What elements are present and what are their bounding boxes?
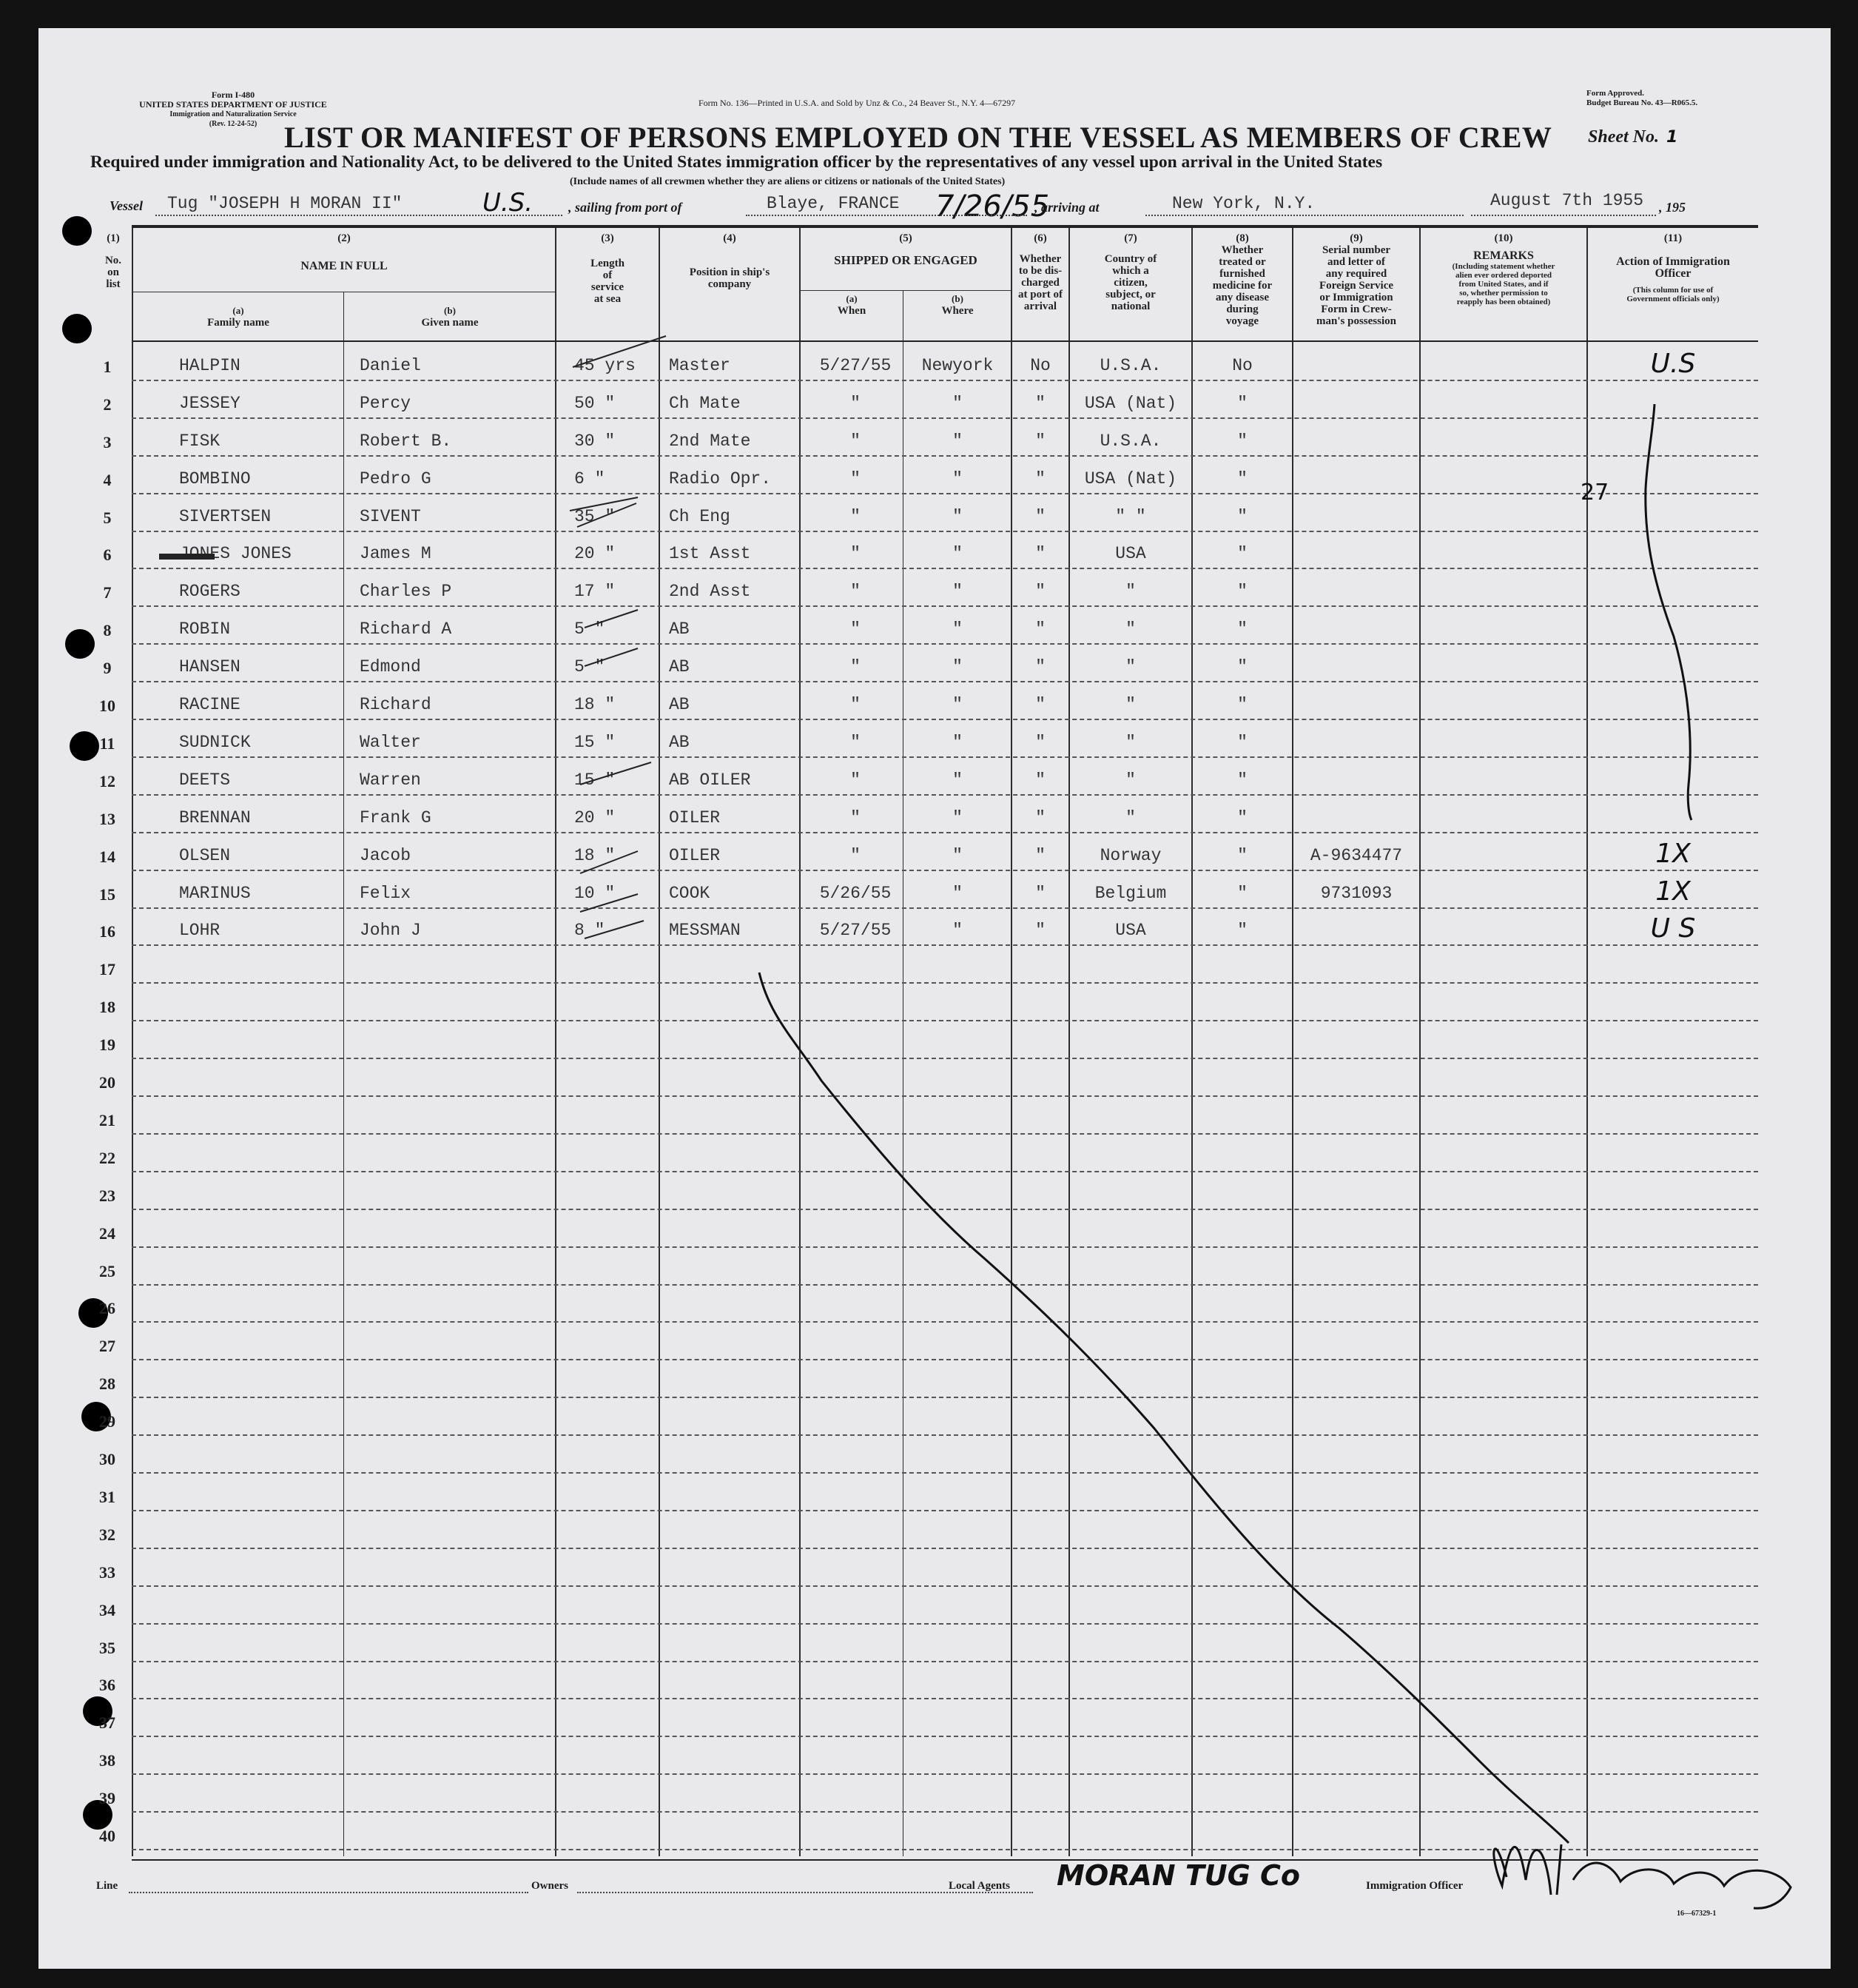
col-position-header: (4) Position in ship's company bbox=[689, 232, 770, 290]
family-name-cell: HALPIN bbox=[179, 355, 240, 375]
given-name-cell: Edmond bbox=[360, 657, 421, 677]
country-cell: USA bbox=[1115, 921, 1146, 941]
country-cell: U.S.A. bbox=[1100, 355, 1162, 375]
medicine-cell: " bbox=[1237, 506, 1248, 526]
given-name-cell: Felix bbox=[360, 883, 411, 903]
page-title: LIST OR MANIFEST OF PERSONS EMPLOYED ON THE VESSEL AS MEMBERS OF CREW bbox=[284, 121, 1552, 154]
row-number: 40 bbox=[99, 1827, 115, 1845]
position-cell: 2nd Asst bbox=[669, 582, 751, 602]
row-number: 3 bbox=[103, 432, 112, 451]
col-when-header: (a) When bbox=[837, 293, 866, 317]
col-action-header: (11) Action of Immigration Officer (This column for use of Government officials only) bbox=[1616, 232, 1730, 303]
col-discharged-header: (6) Whether to be dis- charged at port of arrival bbox=[1018, 232, 1063, 312]
family-name-cell: OLSEN bbox=[179, 845, 231, 865]
discharged-cell: " bbox=[1035, 506, 1046, 526]
service-length-cell: 10 " bbox=[574, 883, 616, 903]
position-cell: AB bbox=[669, 732, 690, 752]
service-length-cell: 15 " bbox=[574, 770, 616, 790]
family-name-cell: DEETS bbox=[179, 770, 231, 790]
discharged-cell: " bbox=[1035, 619, 1046, 639]
shipped-when-cell: " bbox=[850, 469, 861, 488]
given-name-cell: SIVENT bbox=[360, 506, 421, 526]
given-name-cell: Jacob bbox=[360, 845, 411, 865]
row-number: 37 bbox=[99, 1713, 115, 1733]
row-number: 26 bbox=[99, 1299, 115, 1318]
shipped-where-cell: " bbox=[952, 695, 963, 714]
row-number: 7 bbox=[103, 583, 112, 602]
country-cell: Norway bbox=[1100, 845, 1162, 865]
country-cell: " bbox=[1125, 695, 1136, 714]
service-length-cell: 5 " bbox=[574, 619, 605, 639]
row-number: 33 bbox=[99, 1562, 115, 1582]
shipped-where-cell: Newyork bbox=[921, 355, 994, 375]
col-country-header: (7) Country of which a citizen, subject, or national bbox=[1104, 232, 1157, 312]
col-given-header: (b) Given name bbox=[421, 305, 479, 329]
row-number: 18 bbox=[99, 998, 115, 1017]
officer-action-cell: U S bbox=[1650, 913, 1696, 944]
medicine-cell: " bbox=[1237, 845, 1248, 865]
family-name-cell: LOHR bbox=[179, 921, 221, 941]
shipped-where-cell: " bbox=[952, 807, 963, 827]
family-name-cell: BRENNAN bbox=[179, 807, 251, 827]
given-name-cell: Percy bbox=[360, 393, 411, 413]
position-cell: AB bbox=[669, 695, 690, 714]
col-number-header: (1) No. on list bbox=[104, 232, 122, 290]
position-cell: Master bbox=[669, 355, 730, 375]
medicine-cell: " bbox=[1237, 921, 1248, 941]
discharged-cell: No bbox=[1030, 355, 1051, 375]
discharged-cell: " bbox=[1035, 469, 1046, 488]
serial-cell: 9731093 bbox=[1320, 883, 1393, 903]
include-note: (Include names of all crewmen whether they are aliens or citizens or nationals of the United States) bbox=[570, 176, 1006, 187]
row-number: 14 bbox=[99, 847, 115, 866]
row-number: 17 bbox=[99, 960, 115, 979]
service-length-cell: 18 " bbox=[574, 845, 616, 865]
country-cell: " " bbox=[1115, 506, 1146, 526]
country-cell: " bbox=[1125, 619, 1136, 639]
row-number: 27 bbox=[99, 1337, 115, 1356]
row-number: 10 bbox=[99, 696, 115, 715]
officer-label: Immigration Officer bbox=[1366, 1880, 1464, 1892]
row-number: 15 bbox=[99, 884, 115, 904]
given-name-cell: Richard A bbox=[360, 619, 452, 639]
given-name-cell: Daniel bbox=[360, 355, 421, 375]
family-name-cell: RACINE bbox=[179, 695, 240, 714]
col-medicine-header: (8) Whether treated or furnished medicine for any disease during voyage bbox=[1212, 232, 1273, 327]
row-number: 24 bbox=[99, 1223, 115, 1243]
row-number: 5 bbox=[103, 508, 112, 527]
row-number: 13 bbox=[99, 809, 115, 828]
medicine-cell: " bbox=[1237, 807, 1248, 827]
country-cell: " bbox=[1125, 807, 1136, 827]
shipped-when-cell: " bbox=[850, 845, 861, 865]
shipped-when-cell: " bbox=[850, 393, 861, 413]
shipped-where-cell: " bbox=[952, 431, 963, 451]
given-name-cell: Warren bbox=[360, 770, 421, 790]
line-label: Line bbox=[96, 1880, 118, 1892]
service-length-cell: 20 " bbox=[574, 807, 616, 827]
serial-cell: A-9634477 bbox=[1310, 845, 1403, 865]
position-cell: AB bbox=[669, 657, 690, 677]
department-name: UNITED STATES DEPARTMENT OF JUSTICE bbox=[139, 99, 327, 110]
family-name-cell: JESSEY bbox=[179, 393, 240, 413]
row-number: 38 bbox=[99, 1751, 115, 1770]
col-remarks-header: (10) REMARKS (Including statement whether alien ever ordered deported from United States, and if so, whether permission to reapply has been obtained) bbox=[1452, 232, 1555, 306]
row-number: 29 bbox=[99, 1412, 115, 1431]
officer-action-cell: 1X bbox=[1655, 838, 1691, 869]
discharged-cell: " bbox=[1035, 695, 1046, 714]
medicine-cell: " bbox=[1237, 619, 1248, 639]
arriving-label: , arriving at bbox=[1034, 200, 1100, 215]
position-cell: OILER bbox=[669, 845, 721, 865]
col-shipped-header: (5) SHIPPED OR ENGAGED bbox=[834, 232, 977, 267]
position-cell: Ch Eng bbox=[669, 506, 730, 526]
given-name-cell: John J bbox=[360, 921, 421, 941]
shipped-when-cell: " bbox=[850, 732, 861, 752]
budget-bureau: Budget Bureau No. 43—R065.5. bbox=[1586, 98, 1698, 107]
shipped-when-cell: " bbox=[850, 619, 861, 639]
officer-action-cell: U.S bbox=[1650, 348, 1696, 379]
family-name-cell: MARINUS bbox=[179, 883, 251, 903]
discharged-cell: " bbox=[1035, 883, 1046, 903]
service-length-cell: 18 " bbox=[574, 695, 616, 714]
printer-line: Form No. 136—Printed in U.S.A. and Sold by Unz & Co., 24 Beaver St., N.Y. 4—67297 bbox=[699, 98, 1016, 108]
family-name-cell: ROGERS bbox=[179, 582, 240, 602]
medicine-cell: " bbox=[1237, 695, 1248, 714]
discharged-cell: " bbox=[1035, 431, 1046, 451]
agents-label: Local Agents bbox=[949, 1880, 1010, 1892]
service-length-cell: 50 " bbox=[574, 393, 616, 413]
col-name-header: (2) NAME IN FULL bbox=[300, 232, 388, 272]
footer bbox=[96, 1859, 1798, 1918]
family-name-cell: JONES JONES bbox=[179, 544, 292, 564]
vessel-label: Vessel bbox=[110, 198, 143, 213]
row-number: 34 bbox=[99, 1600, 115, 1619]
country-cell: " bbox=[1125, 770, 1136, 790]
shipped-when-cell: " bbox=[850, 431, 861, 451]
shipped-where-cell: " bbox=[952, 883, 963, 903]
revision-date: (Rev. 12-24-52) bbox=[209, 120, 258, 128]
row-number: 6 bbox=[103, 545, 112, 565]
medicine-cell: " bbox=[1237, 582, 1248, 602]
discharged-cell: " bbox=[1035, 807, 1046, 827]
shipped-when-cell: " bbox=[850, 695, 861, 714]
sailing-value: Blaye, FRANCE bbox=[767, 194, 900, 213]
row-number: 12 bbox=[99, 771, 115, 790]
family-name-cell: BOMBINO bbox=[179, 469, 251, 488]
shipped-when-cell: " bbox=[850, 770, 861, 790]
row-number: 21 bbox=[99, 1110, 115, 1129]
col-where-header: (b) Where bbox=[941, 293, 974, 317]
form-approved: Form Approved. bbox=[1586, 89, 1645, 98]
row-number: 25 bbox=[99, 1261, 115, 1280]
shipped-when-cell: " bbox=[850, 657, 861, 677]
discharged-cell: " bbox=[1035, 921, 1046, 941]
service-length-cell: 20 " bbox=[574, 544, 616, 564]
shipped-where-cell: " bbox=[952, 582, 963, 602]
sheet-label: Sheet No. bbox=[1588, 127, 1659, 147]
service-length-cell: 6 " bbox=[574, 469, 605, 488]
given-name-cell: Pedro G bbox=[360, 469, 431, 488]
discharged-cell: " bbox=[1035, 732, 1046, 752]
medicine-cell: " bbox=[1237, 770, 1248, 790]
medicine-cell: No bbox=[1232, 355, 1253, 375]
shipped-when-cell: " bbox=[850, 544, 861, 564]
vessel-handwritten: U.S. bbox=[482, 188, 533, 218]
position-cell: COOK bbox=[669, 883, 710, 903]
agents-value: MORAN TUG Co bbox=[1057, 1859, 1301, 1892]
row-number: 1 bbox=[103, 357, 112, 376]
row-number: 11 bbox=[99, 733, 115, 753]
given-name-cell: Richard bbox=[360, 695, 431, 714]
shipped-when-cell: " bbox=[850, 582, 861, 602]
cancel-line bbox=[759, 973, 1569, 1843]
medicine-cell: " bbox=[1237, 883, 1248, 903]
service-name: Immigration and Naturalization Service bbox=[169, 110, 297, 118]
shipped-when-cell: " bbox=[850, 807, 861, 827]
shipped-where-cell: " bbox=[952, 619, 963, 639]
medicine-cell: " bbox=[1237, 393, 1248, 413]
service-length-cell: 45 yrs bbox=[574, 355, 636, 375]
family-name-cell: ROBIN bbox=[179, 619, 231, 639]
col-service-header: (3) Length of service at sea bbox=[590, 232, 625, 305]
medicine-cell: " bbox=[1237, 469, 1248, 488]
discharged-cell: " bbox=[1035, 657, 1046, 677]
country-cell: Belgium bbox=[1094, 883, 1167, 903]
country-cell: USA bbox=[1115, 544, 1146, 564]
row-number: 20 bbox=[99, 1073, 115, 1092]
service-length-cell: 8 " bbox=[574, 921, 605, 941]
vessel-value: Tug "JOSEPH H MORAN II" bbox=[167, 194, 403, 213]
col-family-header: (a) Family name bbox=[207, 305, 269, 329]
service-length-cell: 15 " bbox=[574, 732, 616, 752]
action-count-note: 27 bbox=[1581, 480, 1609, 506]
position-cell: Ch Mate bbox=[669, 393, 741, 413]
given-name-cell: James M bbox=[360, 544, 431, 564]
row-number: 8 bbox=[103, 621, 112, 640]
row-number: 2 bbox=[103, 394, 112, 414]
sheet-value: 1 bbox=[1666, 128, 1678, 147]
position-cell: AB bbox=[669, 619, 690, 639]
shipped-where-cell: " bbox=[952, 921, 963, 941]
position-cell: 1st Asst bbox=[669, 544, 751, 564]
row-number: 16 bbox=[99, 922, 115, 941]
service-length-cell: 17 " bbox=[574, 582, 616, 602]
shipped-when-cell: 5/26/55 bbox=[819, 883, 892, 903]
position-cell: 2nd Mate bbox=[669, 431, 751, 451]
given-name-cell: Charles P bbox=[360, 582, 452, 602]
family-name-cell: FISK bbox=[179, 431, 221, 451]
subtitle: Required under immigration and Nationality Act, to be delivered to the United States immigration officer by the representatives of any vessel upon arrival in the United States bbox=[90, 152, 1383, 172]
shipped-where-cell: " bbox=[952, 469, 963, 488]
country-cell: U.S.A. bbox=[1100, 431, 1162, 451]
country-cell: " bbox=[1125, 732, 1136, 752]
given-name-cell: Robert B. bbox=[360, 431, 452, 451]
row-number: 23 bbox=[99, 1186, 115, 1205]
shipped-where-cell: " bbox=[952, 770, 963, 790]
family-name-cell: SUDNICK bbox=[179, 732, 251, 752]
sailing-label: , sailing from port of bbox=[568, 200, 682, 215]
row-number: 32 bbox=[99, 1525, 115, 1544]
form-code: 16—67329-1 bbox=[1677, 1910, 1717, 1918]
date-suffix: , 195 bbox=[1659, 200, 1686, 215]
shipped-where-cell: " bbox=[952, 393, 963, 413]
arrival-date: August 7th 1955 bbox=[1490, 191, 1644, 210]
row-number: 39 bbox=[99, 1789, 115, 1808]
position-cell: Radio Opr. bbox=[669, 469, 772, 488]
shipped-when-cell: 5/27/55 bbox=[819, 355, 892, 375]
row-number: 36 bbox=[99, 1676, 115, 1695]
position-cell: MESSMAN bbox=[669, 921, 741, 941]
family-name-cell: HANSEN bbox=[179, 657, 240, 677]
shipped-where-cell: " bbox=[952, 732, 963, 752]
country-cell: USA (Nat) bbox=[1084, 469, 1177, 488]
medicine-cell: " bbox=[1237, 544, 1248, 564]
ditto-bracket bbox=[1646, 404, 1692, 820]
shipped-where-cell: " bbox=[952, 506, 963, 526]
discharged-cell: " bbox=[1035, 845, 1046, 865]
country-cell: USA (Nat) bbox=[1084, 393, 1177, 413]
service-length-cell: 5 " bbox=[574, 657, 605, 677]
discharged-cell: " bbox=[1035, 770, 1046, 790]
service-length-cell: 35 " bbox=[574, 506, 616, 526]
position-cell: AB OILER bbox=[669, 770, 751, 790]
medicine-cell: " bbox=[1237, 732, 1248, 752]
row-number: 35 bbox=[99, 1638, 115, 1657]
row-number: 31 bbox=[99, 1487, 115, 1506]
discharged-cell: " bbox=[1035, 582, 1046, 602]
discharged-cell: " bbox=[1035, 393, 1046, 413]
row-number: 19 bbox=[99, 1035, 115, 1055]
shipped-when-cell: " bbox=[850, 506, 861, 526]
family-name-cell: SIVERTSEN bbox=[179, 506, 272, 526]
row-number: 22 bbox=[99, 1148, 115, 1167]
shipped-where-cell: " bbox=[952, 544, 963, 564]
row-number: 9 bbox=[103, 659, 112, 678]
medicine-cell: " bbox=[1237, 431, 1248, 451]
sailing-handwritten: 7/26/55 bbox=[935, 189, 1050, 224]
row-number: 4 bbox=[103, 470, 112, 489]
shipped-when-cell: 5/27/55 bbox=[819, 921, 892, 941]
position-cell: OILER bbox=[669, 807, 721, 827]
owners-label: Owners bbox=[531, 1880, 568, 1892]
arriving-value: New York, N.Y. bbox=[1172, 194, 1316, 213]
service-length-cell: 30 " bbox=[574, 431, 616, 451]
shipped-where-cell: " bbox=[952, 845, 963, 865]
discharged-cell: " bbox=[1035, 544, 1046, 564]
col-serial-header: (9) Serial number and letter of any required Foreign Service or Immigration Form in Crew- man's possession bbox=[1316, 232, 1396, 327]
medicine-cell: " bbox=[1237, 657, 1248, 677]
shipped-where-cell: " bbox=[952, 657, 963, 677]
officer-action-cell: 1X bbox=[1655, 876, 1691, 907]
row-number: 28 bbox=[99, 1374, 115, 1394]
country-cell: " bbox=[1125, 657, 1136, 677]
given-name-cell: Walter bbox=[360, 732, 421, 752]
form-id: Form I-480 bbox=[211, 90, 255, 100]
row-number: 30 bbox=[99, 1450, 115, 1468]
given-name-cell: Frank G bbox=[360, 807, 431, 827]
country-cell: " bbox=[1125, 582, 1136, 602]
